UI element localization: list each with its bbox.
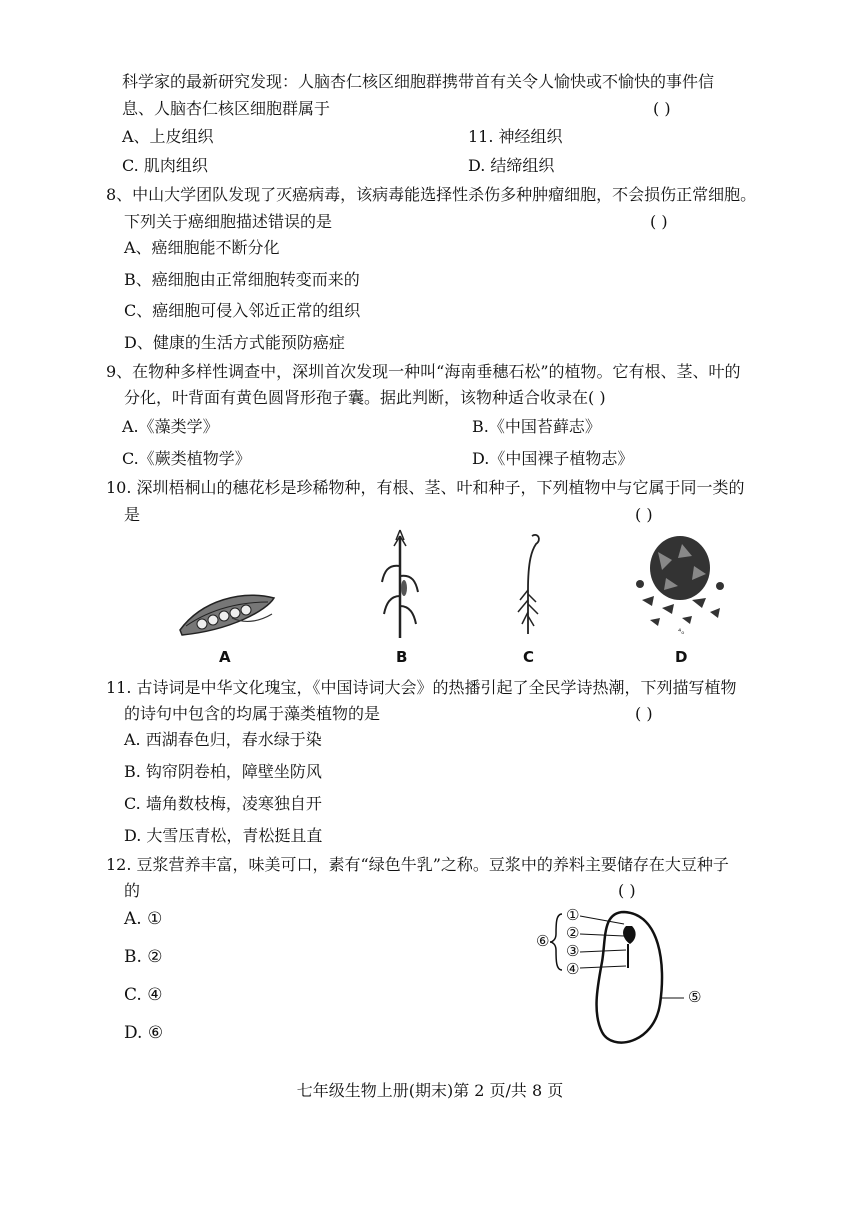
q12-answer-paren: ( ) <box>618 881 636 900</box>
diagram-label-4: ④ <box>566 960 580 978</box>
q11-stem-line2: 的诗句中包含的均属于藻类植物的是 <box>124 704 381 723</box>
page-footer: 七年级生物上册(期末)第 2 页/共 8 页 <box>296 1081 564 1100</box>
q11-option-d: D. 大雪压青松，青松挺且直 <box>124 826 323 845</box>
diagram-label-3: ③ <box>566 942 580 960</box>
figure-label-c: C <box>523 648 535 666</box>
q9-stem-line1: 9、在物种多样性调查中，深圳首次发现一种叫“海南垂穗石松”的植物。它有根、茎、叶的 <box>106 362 741 381</box>
q11-stem-line1: 11. 古诗词是中华文化瑰宝，《中国诗词大会》的热播引起了全民学诗热潮，下列描写植物 <box>106 678 737 697</box>
q9-option-c: C.《蕨类植物学》 <box>122 449 251 468</box>
figure-label-a: A <box>219 648 231 666</box>
diagram-label-5: ⑤ <box>688 988 702 1006</box>
q12-stem-line2: 的 <box>124 881 141 900</box>
bean-seed-diagram <box>532 904 722 1054</box>
pine-cone-illustration <box>632 530 727 638</box>
q12-option-d: D. ⑥ <box>124 1023 164 1043</box>
q10-stem-line2: 是 <box>124 505 141 524</box>
q10-stem-line1: 10. 深圳梧桐山的穗花杉是珍稀物种，有根、茎、叶和种子，下列植物中与它属于同一类的 <box>106 478 745 497</box>
q9-option-a: A.《藻类学》 <box>122 417 219 436</box>
q7-stem-line1: 科学家的最新研究发现：人脑杏仁核区细胞群携带首有关令人愉快或不愉快的事件信 <box>122 72 715 91</box>
q8-option-b: B、癌细胞由正常细胞转变而来的 <box>124 270 360 289</box>
q9-stem-line2: 分化，叶背面有黄色圆肾形孢子囊。据此判断，该物种适合收录在( ) <box>124 388 606 407</box>
q8-stem-line1: 8、中山大学团队发现了灭癌病毒，该病毒能选择性杀伤多种肿瘤细胞，不会损伤正常细胞。 <box>106 185 757 204</box>
q7-answer-paren: ( ) <box>653 99 671 118</box>
q8-option-d: D、健康的生活方式能预防癌症 <box>124 333 345 352</box>
q11-option-c: C. 墙角数枝梅，凌寒独自开 <box>124 794 322 813</box>
q10-answer-paren: ( ) <box>635 505 653 524</box>
q12-option-a: A. ① <box>124 909 163 929</box>
q8-stem-line2: 下列关于癌细胞描述错误的是 <box>124 212 333 231</box>
svg-text:⁴ₒ: ⁴ₒ <box>678 627 685 636</box>
moss-plant-illustration <box>508 530 548 640</box>
q12-stem-line1: 12. 豆浆营养丰富，味美可口，素有“绿色牛乳”之称。豆浆中的养料主要储存在大豆种子 <box>106 855 729 874</box>
q8-option-a: A、癌细胞能不断分化 <box>124 238 280 257</box>
q11-answer-paren: ( ) <box>635 704 653 723</box>
diagram-label-6: ⑥ <box>536 932 550 950</box>
q7-option-a: A、上皮组织 <box>122 127 214 146</box>
q11-option-a: A. 西湖春色归，春水绿于染 <box>124 730 322 749</box>
q7-option-b: 11. 神经组织 <box>468 127 563 146</box>
q9-option-b: B.《中国苔藓志》 <box>472 417 601 436</box>
q8-option-c: C、癌细胞可侵入邻近正常的组织 <box>124 301 361 320</box>
figure-label-b: B <box>396 648 408 666</box>
diagram-label-1: ① <box>566 906 580 924</box>
q11-option-b: B. 钩帘阴卷柏，障壁坐防风 <box>124 762 322 781</box>
pea-pod-illustration <box>172 580 282 640</box>
q7-option-d: D. 结缔组织 <box>468 156 555 175</box>
diagram-label-2: ② <box>566 924 580 942</box>
corn-plant-illustration <box>380 526 420 641</box>
q7-option-c: C. 肌肉组织 <box>122 156 208 175</box>
q12-option-c: C. ④ <box>124 985 163 1005</box>
q7-stem-line2: 息、人脑杏仁核区细胞群属于 <box>122 99 331 118</box>
q12-option-b: B. ② <box>124 947 163 967</box>
q8-answer-paren: ( ) <box>650 212 668 231</box>
figure-label-d: D <box>675 648 688 666</box>
q9-option-d: D.《中国裸子植物志》 <box>472 449 634 468</box>
